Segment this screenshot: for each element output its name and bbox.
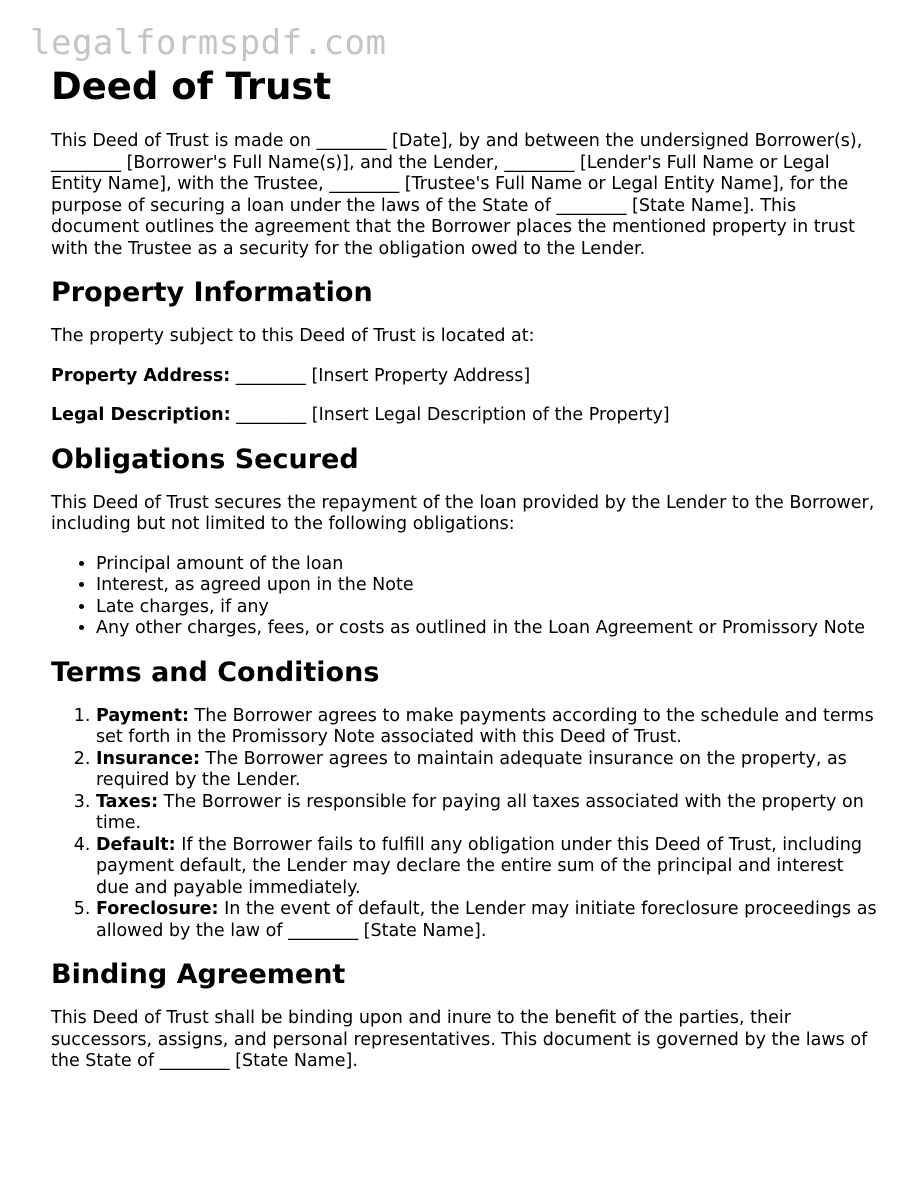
term-label: Insurance: <box>96 748 200 769</box>
legal-description-label: Legal Description: <box>51 405 231 425</box>
intro-paragraph: This Deed of Trust is made on ________ [Date], by and between the undersigned Borrower(s), ________ [Borrower's Full Name(s)], and the Lender, ________ [Lender's Full Name or Legal Entity Name], with the Trustee, ________ [Trustee's Full Name or Legal Entity Name], for the purpose of securing a loan under the laws of the State of ________ [State Name]. This document outlines the agreement that the Borrower places the mentioned property in trust with the Trustee as a security for the obligation owed to the Lender. <box>51 131 863 259</box>
legal-description-value: ________ [Insert Legal Description of the Property] <box>230 405 670 425</box>
list-item: • Interest, as agreed upon in the Note <box>96 575 881 597</box>
list-item: • Principal amount of the loan <box>96 554 881 576</box>
terms-list <box>51 706 881 943</box>
legal-description <box>51 405 881 427</box>
property-lead: The property subject to this Deed of Trust is located at: <box>51 326 535 346</box>
list-item: • Any other charges, fees, or costs as outlined in the Loan Agreement or Promissory Note <box>96 618 881 640</box>
document <box>51 64 881 1073</box>
term-label: Foreclosure: <box>96 899 219 919</box>
binding-paragraph: This Deed of Trust shall be binding upon and inure to the benefit of the parties, their successors, assigns, and personal representatives. This document is governed by the laws of the State of ________ [State Name]. <box>51 1008 868 1071</box>
obligations-list <box>51 554 881 640</box>
list-item <box>96 706 881 749</box>
term-text: The Borrower is responsible for paying all taxes associated with the property on time. <box>96 791 864 833</box>
binding-heading: Binding Agreement <box>51 959 346 990</box>
property-address <box>51 366 881 388</box>
term-text: The Borrower agrees to make payments according to the schedule and terms set forth in the Promissory Note associated with this Deed of Trust. <box>96 705 874 747</box>
term-text: If the Borrower fails to fulfill any obligation under this Deed of Trust, including payment default, the Lender may declare the entire sum of the principal and interest due and payable immediately. <box>96 834 862 898</box>
list-item: • Late charges, if any <box>96 597 881 619</box>
document-title: Deed of Trust <box>51 65 332 108</box>
obligations-lead: This Deed of Trust secures the repayment of the loan provided by the Lender to the Borrower, including but not limited to the following obligations: <box>51 492 875 534</box>
property-heading: Property Information <box>51 277 373 308</box>
terms-heading: Terms and Conditions <box>51 656 380 688</box>
term-text: In the event of default, the Lender may initiate foreclosure proceedings as allowed by the law of ________ [State Name]. <box>96 899 877 941</box>
list-item <box>96 835 881 900</box>
term-label: Taxes: <box>96 791 159 812</box>
property-address-value: ________ [Insert Property Address] <box>230 365 531 386</box>
list-item <box>96 792 881 835</box>
list-item <box>96 899 881 942</box>
term-label: Payment: <box>96 705 189 726</box>
property-address-label: Property Address: <box>51 365 231 386</box>
list-item <box>96 749 881 792</box>
term-label: Default: <box>96 834 176 855</box>
term-text: The Borrower agrees to maintain adequate insurance on the property, as required by the Lender. <box>96 748 847 790</box>
obligations-heading: Obligations Secured <box>51 443 359 475</box>
watermark: legalformspdf.com <box>30 23 387 63</box>
